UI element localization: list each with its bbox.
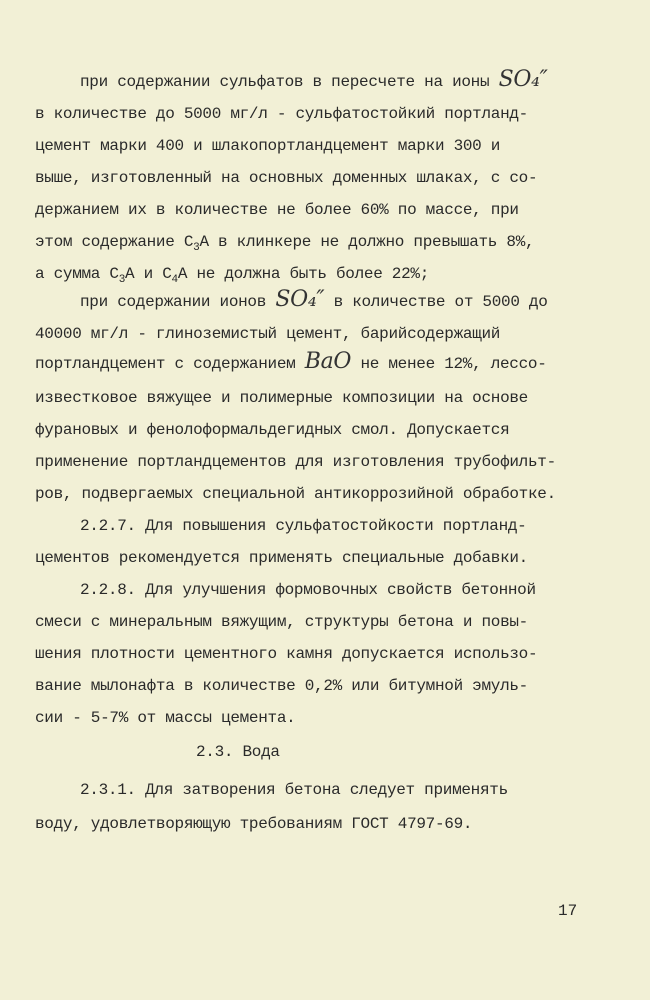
text-line-8: при содержании ионов SO₄″ в количестве от 5000 до [80,287,548,312]
text-line-7: а сумма $С_3А$ и $С_4А$ не должна быть более 22%; [35,265,430,287]
text-line-5: держанием их в количестве не более 60% по массе, при [35,201,519,219]
text-line-24: воду, удовлетворяющую требованиям ГОСТ 4797-69. [35,815,473,833]
text-line-13: применение портландцементов для изготовления трубофильт- [35,453,556,471]
text-line-16: цементов рекомендуется применять специальные добавки. [35,549,528,567]
handwritten-so4-2: SO₄″ [275,287,325,312]
text-line-15: 2.2.7. Для повышения сульфатостойкости портланд- [80,517,527,535]
text-line-23: 2.3.1. Для затворения бетона следует применять [80,781,508,799]
text-line-6: этом содержание $С_3А$ в клинкере не должно превышать 8%, [35,233,535,255]
text-line-17: 2.2.8. Для улучшения формовочных свойств бетонной [80,581,536,599]
handwritten-bao: BaO [304,349,352,374]
text-line-4: выше, изготовленный на основных доменных шлаках, с со- [35,169,538,187]
text-line-11: известковое вяжущее и полимерные композиции на основе [35,389,528,407]
text-line-2: в количестве до 5000 мг/л - сульфатостойкий портланд- [35,105,528,123]
text-line-14: ров, подвергаемых специальной антикоррозийной обработке. [35,485,556,503]
page-number: 17 [558,902,578,920]
text-line-12: фурановых и фенолоформальдегидных смол. Допускается [35,421,510,439]
text-line-21: сии - 5-7% от массы цемента. [35,709,296,727]
text-line-18: смеси с минеральным вяжущим, структуры бетона и повы- [35,613,528,631]
text-line-20: вание мылонафта в количестве 0,2% или битумной эмуль- [35,677,528,695]
text-line-10: портландцемент с содержанием BaO не менее 12%, лессо- [35,349,547,374]
section-heading: 2.3. Вода [196,743,280,761]
handwritten-so4: SO₄″ [498,67,548,92]
text-line-1: при содержании сульфатов в пересчете на ионы SO₄″ [80,67,548,92]
text-line-3: цемент марки 400 и шлакопортландцемент марки 300 и [35,137,501,155]
text-line-19: шения плотности цементного камня допускается использо- [35,645,538,663]
text-line-9: 40000 мг/л - глиноземистый цемент, барийсодержащий [35,325,501,343]
